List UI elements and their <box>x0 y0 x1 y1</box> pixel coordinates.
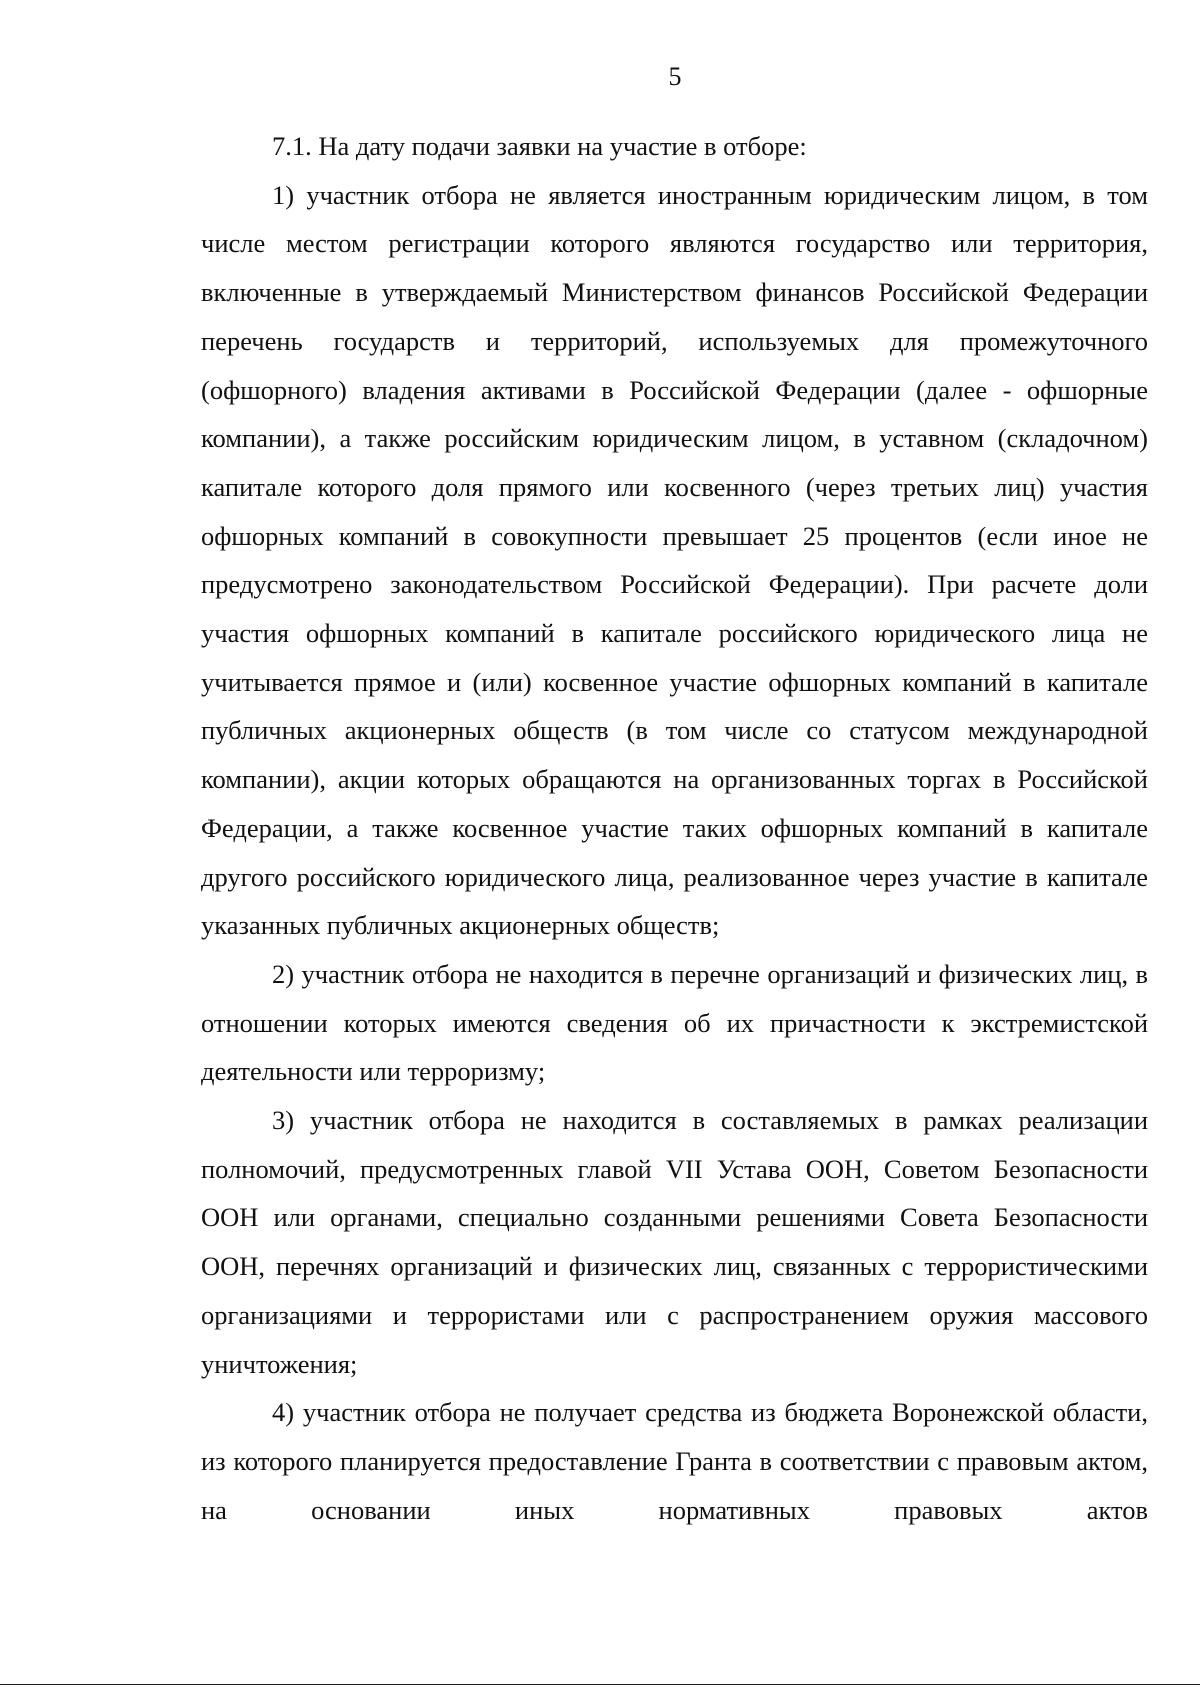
paragraph-item-1: 1) участник отбора не является иностранным юридическим лицом, в том числе местом регистрации которого являются государство или территория, включенные в утверждаемый Министерством финансов Российской Федерации перечень государств и территорий, используемых для промежуточного (офшорного) владения активами в Российской Федерации (далее - офшорные компании), а также российским юридическим лицом, в уставном (складочном) капитале которого доля прямого или косвенного (через третьих лиц) участия офшорных компаний в совокупности превышает 25 процентов (если иное не предусмотрено законодательством Российской Федерации). При расчете доли участия офшорных компаний в капитале российского юридического лица не учитывается прямое и (или) косвенное участие офшорных компаний в капитале публичных акционерных обществ (в том числе со статусом международной компании), акции которых обращаются на организованных торгах в Российской Федерации, а также косвенное участие таких офшорных компаний в капитале другого российского юридического лица, реализованное через участие в капитале указанных публичных акционерных обществ; <box>201 179 1148 941</box>
page-number: 5 <box>668 62 682 91</box>
paragraph-item-4: 4) участник отбора не получает средства из бюджета Воронежской области, из которого планируется предоставление Гранта в соответствии с правовым актом, на основании иных нормативных правовых актов <box>201 1397 1148 1525</box>
paragraph-7-1-heading: 7.1. На дату подачи заявки на участие в отборе: <box>272 131 807 161</box>
bottom-rule <box>0 1684 1200 1685</box>
document-body <box>201 122 1148 1534</box>
paragraph-item-2: 2) участник отбора не находится в перечне организаций и физических лиц, в отношении которых имеются сведения об их причастности к экстремистской деятельности или терроризму; <box>201 958 1148 1087</box>
paragraph-item-3: 3) участник отбора не находится в составляемых в рамках реализации полномочий, предусмотренных главой VII Устава ООН, Советом Безопасности ООН или органами, специально созданными решениями Совета Безопасности ООН, перечнях организаций и физических лиц, связанных с террористическими организациями и террористами или с распространением оружия массового уничтожения; <box>201 1105 1148 1379</box>
